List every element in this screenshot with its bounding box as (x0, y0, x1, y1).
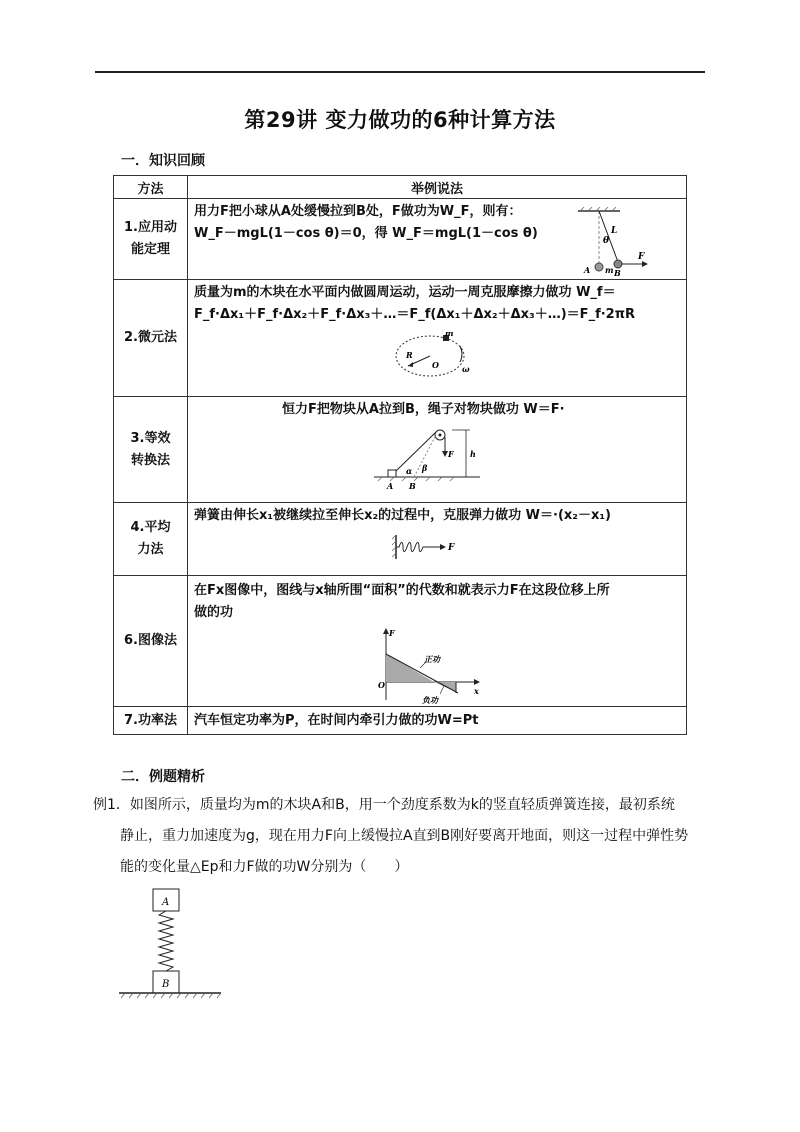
svg-text:F: F (389, 628, 395, 638)
method-cell: 1.应用动 能定理 (114, 199, 188, 280)
svg-text:A: A (584, 265, 591, 275)
spring-figure (392, 533, 462, 561)
example-line: 静止，重力加速度为g，现在用力F向上缓慢拉A直到B刚好要离开地面，则这一过程中弹性势 (120, 828, 689, 844)
table-header-row (114, 176, 687, 199)
header-rule (95, 71, 705, 73)
force-displacement-graph (376, 628, 486, 704)
svg-text:h: h (470, 449, 476, 459)
svg-text:θ: θ (603, 236, 610, 246)
methods-table (113, 175, 687, 735)
svg-text:F: F (448, 543, 455, 553)
svg-text:x: x (474, 686, 479, 696)
svg-text:F: F (638, 252, 645, 262)
table-row (114, 280, 687, 397)
column-header-method: 方法 (114, 176, 188, 199)
svg-text:A: A (162, 897, 170, 908)
svg-text:O: O (432, 360, 439, 370)
table-row (114, 199, 687, 280)
svg-text:L: L (611, 226, 618, 236)
svg-text:O: O (378, 680, 385, 690)
svg-text:F: F (448, 449, 454, 459)
example-cell: 用力F把小球从A处缓慢拉到B处，F做功为W_F，则有： W_F－mgL(1－cos θ)＝0，得 W_F＝mgL(1－cos θ) L θ F A m B (188, 199, 687, 280)
example-line: 能的变化量△Ep和力F做的功W分别为（ ） (120, 859, 409, 875)
page-title: 第29讲 变力做功的6种计算方法 (244, 108, 556, 132)
method-cell: 2.微元法 (114, 280, 188, 397)
spring-blocks-figure (117, 886, 227, 1001)
example-cell: 汽车恒定功率为P，在时间内牵引力做的功W=Pt (188, 707, 687, 735)
section-heading-review: 一．知识回顾 (121, 153, 205, 169)
pendulum-figure (570, 207, 670, 277)
example-cell: 在Fx图像中，图线与x轴所围“面积”的代数和就表示力F在这段位移上所 做的功 F O x 正功 负功 (188, 576, 687, 707)
table-row (114, 707, 687, 735)
table-row (114, 503, 687, 576)
example-cell: 弹簧由伸长x₁被继续拉至伸长x₂的过程中，克服弹力做功 W＝·(x₂－x₁) F (188, 503, 687, 576)
method-cell: 6.图像法 (114, 576, 188, 707)
svg-text:m: m (445, 332, 454, 338)
section-heading-examples: 二．例题精析 (121, 769, 205, 785)
svg-text:A: A (387, 481, 394, 491)
svg-text:R: R (406, 350, 413, 360)
column-header-example: 举例说法 (188, 176, 687, 199)
example-question (93, 790, 713, 883)
svg-text:负功: 负功 (422, 695, 438, 704)
svg-text:ω: ω (462, 364, 470, 374)
svg-text:B: B (162, 979, 170, 990)
method-cell: 7.功率法 (114, 707, 188, 735)
method-cell: 4.平均 力法 (114, 503, 188, 576)
svg-text:m: m (605, 265, 614, 275)
example-cell: 恒力F把物块从A拉到B，绳子对物块做功 W＝F· α β F h A B (188, 397, 687, 503)
svg-text:α: α (406, 466, 413, 476)
svg-text:B: B (409, 481, 416, 491)
svg-text:正功: 正功 (424, 654, 440, 664)
example-line: 例1．如图所示，质量均为m的木块A和B，用一个劲度系数为k的竖直轻质弹簧连接，最初系统 (93, 797, 675, 813)
circle-motion-figure (388, 332, 478, 382)
svg-text:B: B (614, 268, 621, 277)
example-cell: 质量为m的木块在水平面内做圆周运动，运动一周克服摩擦力做功 W_f＝ F_f·Δx₁＋F_f·Δx₂＋F_f·Δx₃＋…＝F_f(Δx₁＋Δx₂＋Δx₃＋…)＝F_f·2πR m R O ω (188, 280, 687, 397)
method-cell: 3.等效 转换法 (114, 397, 188, 503)
svg-text:β: β (422, 463, 428, 473)
table-row (114, 397, 687, 503)
table-row (114, 576, 687, 707)
pulley-figure (370, 427, 490, 497)
